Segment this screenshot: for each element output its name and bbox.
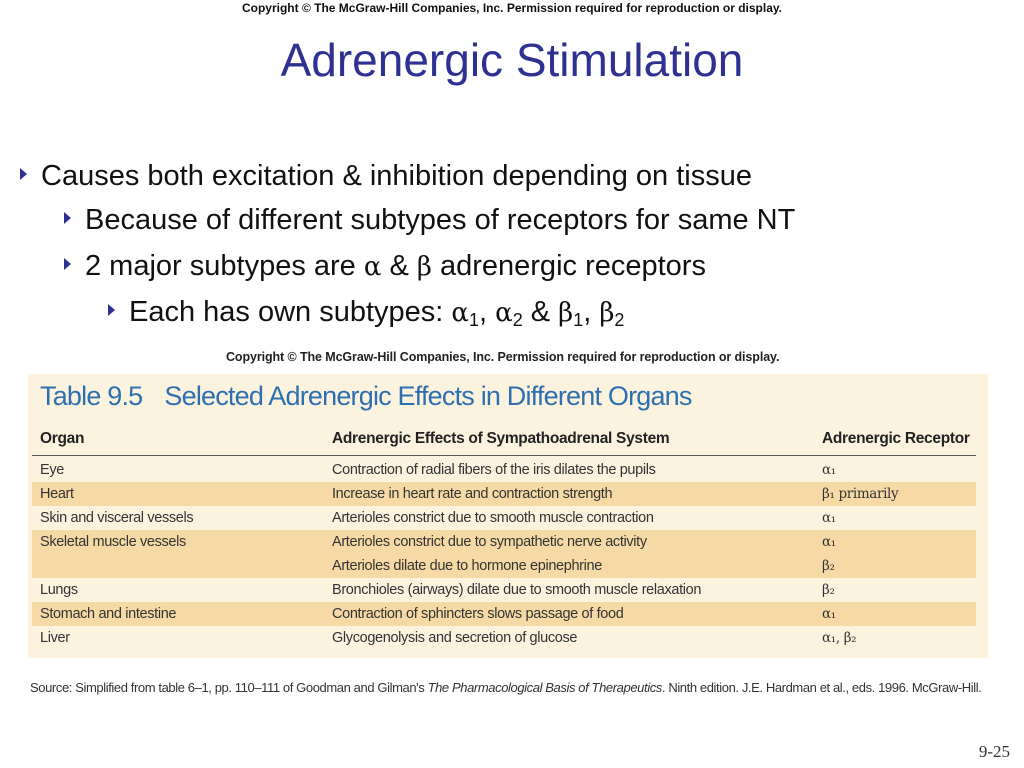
- bullet-2-text: Because of different subtypes of receptors for same NT: [85, 204, 796, 236]
- table-row: [32, 506, 976, 530]
- table-row: [32, 578, 976, 602]
- separator: ,: [583, 296, 600, 328]
- cell-effect: Arterioles dilate due to hormone epinephrine: [332, 558, 602, 574]
- cell-receptor: β₂: [822, 582, 835, 598]
- cell-organ: Lungs: [40, 582, 78, 598]
- alpha-symbol: α: [495, 298, 513, 328]
- table-row: [32, 458, 976, 482]
- table-number: Table 9.5: [40, 381, 143, 411]
- cell-effect: Arterioles constrict due to smooth muscle contraction: [332, 510, 654, 526]
- cell-organ: Skeletal muscle vessels: [40, 534, 186, 550]
- cell-effect: Increase in heart rate and contraction strength: [332, 486, 613, 502]
- bullet-1-text: Causes both excitation & inhibition depending on tissue: [41, 160, 752, 192]
- cell-effect: Contraction of sphincters slows passage of food: [332, 606, 624, 622]
- source-text-post: . Ninth edition. J.E. Hardman et al., eds. 1996. McGraw-Hill.: [661, 680, 982, 695]
- alpha-symbol: α: [451, 298, 469, 328]
- bullet-2: [64, 200, 795, 240]
- cell-receptor: α₁, β₂: [822, 630, 857, 646]
- table-row: [32, 530, 976, 578]
- bullet-arrow-icon: [64, 212, 71, 224]
- copyright-notice-top: Copyright © The McGraw-Hill Companies, Inc. Permission required for reproduction or display.: [241, 1, 783, 15]
- cell-organ: Eye: [40, 462, 64, 478]
- bullet-3-amp: &: [381, 250, 417, 282]
- bullet-1: [20, 156, 752, 196]
- cell-effect: Bronchioles (airways) dilate due to smooth muscle relaxation: [332, 582, 702, 598]
- bullet-arrow-icon: [20, 168, 27, 180]
- table-row: [32, 482, 976, 506]
- subscript: 2: [614, 310, 625, 330]
- beta-symbol: β: [599, 298, 615, 328]
- table-row: [32, 602, 976, 626]
- source-text-pre: Source: Simplified from table 6–1, pp. 110–111 of Goodman and Gilman's: [30, 680, 428, 695]
- cell-receptor: α₁: [822, 534, 836, 550]
- header-organ: Organ: [40, 430, 85, 447]
- header-receptor: Adrenergic Receptor: [822, 430, 970, 447]
- cell-receptor: α₁: [822, 510, 836, 526]
- header-divider: [32, 455, 976, 456]
- bullet-3-text-post: adrenergic receptors: [431, 250, 706, 282]
- table-row: [32, 626, 976, 650]
- beta-symbol: β: [416, 252, 432, 282]
- cell-effect: Contraction of radial fibers of the iris dilates the pupils: [332, 462, 656, 478]
- cell-effect: Glycogenolysis and secretion of glucose: [332, 630, 578, 646]
- bullet-arrow-icon: [64, 258, 71, 270]
- subscript: 1: [573, 310, 584, 330]
- cell-receptor: α₁: [822, 606, 836, 622]
- cell-receptor: α₁: [822, 462, 836, 478]
- slide-title: Adrenergic Stimulation: [280, 34, 744, 86]
- bullet-4-text-pre: Each has own subtypes:: [129, 296, 452, 328]
- bullet-arrow-icon: [108, 304, 115, 316]
- cell-organ: Liver: [40, 630, 70, 646]
- bullet-3: [64, 246, 706, 287]
- table-caption: Selected Adrenergic Effects in Different Organs: [164, 381, 692, 411]
- subscript: 2: [512, 310, 523, 330]
- cell-receptor: β₂: [822, 558, 835, 574]
- cell-organ: Skin and visceral vessels: [40, 510, 194, 526]
- cell-organ: Stomach and intestine: [40, 606, 177, 622]
- bullet-3-text-pre: 2 major subtypes are: [85, 250, 364, 282]
- table-source: [30, 680, 981, 695]
- page-number: 9-25: [978, 742, 1010, 761]
- subscript: 1: [468, 310, 479, 330]
- separator: &: [522, 296, 559, 328]
- cell-organ: Heart: [40, 486, 74, 502]
- copyright-notice-table: Copyright © The McGraw-Hill Companies, Inc. Permission required for reproduction or display.: [226, 350, 780, 364]
- table-title: [40, 381, 692, 412]
- cell-receptor: β₁ primarily: [822, 486, 899, 502]
- beta-symbol: β: [558, 298, 574, 328]
- source-book-title: The Pharmacological Basis of Therapeutics: [427, 680, 662, 695]
- header-effect: Adrenergic Effects of Sympathoadrenal System: [332, 430, 670, 447]
- alpha-symbol: α: [363, 252, 382, 282]
- bullet-4: [108, 292, 624, 333]
- cell-effect: Arterioles constrict due to sympathetic nerve activity: [332, 534, 647, 550]
- separator: ,: [479, 296, 496, 328]
